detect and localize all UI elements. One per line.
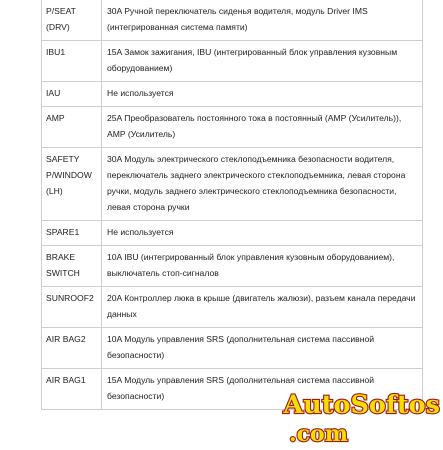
table-row bbox=[42, 246, 423, 287]
fuse-name: AIR BAG1 bbox=[42, 369, 102, 410]
watermark-line-2: .com bbox=[288, 421, 348, 447]
table-row bbox=[42, 148, 423, 221]
fuse-name: P/SEAT (DRV) bbox=[42, 0, 102, 41]
table-row bbox=[42, 328, 423, 369]
fuse-name: AIR BAG2 bbox=[42, 328, 102, 369]
table-row bbox=[42, 107, 423, 148]
fuse-name: BRAKE SWITCH bbox=[42, 246, 102, 287]
fuse-name: SAFETY P/WINDOW (LH) bbox=[42, 148, 102, 221]
fuse-table bbox=[41, 0, 423, 410]
table-row bbox=[42, 0, 423, 41]
fuse-name: AMP bbox=[42, 107, 102, 148]
fuse-description: 10A IBU (интегрированный блок управления кузовным оборудованием), выключатель стоп-сигналов bbox=[102, 246, 423, 287]
watermark-line-1: AutoSoftos bbox=[283, 390, 440, 420]
table-row bbox=[42, 369, 423, 410]
fuse-description: 20A Контроллер люка в крыше (двигатель жалюзи), разъем канала передачи данных bbox=[102, 287, 423, 328]
table-row bbox=[42, 82, 423, 107]
fuse-description: Не используется bbox=[102, 82, 423, 107]
fuse-description: 15A Замок зажигания, IBU (интегрированный блок управления кузовным оборудованием) bbox=[102, 41, 423, 82]
fuse-description: 30A Модуль электрического стеклоподъемника безопасности водителя, переключатель заднего электрического стеклоподъемника, левая сторона ручки, модуль заднего электрического стеклоподъемника безопасности, левая сторона ручки bbox=[102, 148, 423, 221]
fuse-description: 30A Ручной переключатель сиденья водителя, модуль Driver IMS (интегрированная система памяти) bbox=[102, 0, 423, 41]
fuse-description: 15A Модуль управления SRS (дополнительная система пассивной безопасности) bbox=[102, 369, 423, 410]
table-row bbox=[42, 41, 423, 82]
fuse-name: SUNROOF2 bbox=[42, 287, 102, 328]
table-row bbox=[42, 221, 423, 246]
fuse-description: 10A Модуль управления SRS (дополнительная система пассивной безопасности) bbox=[102, 328, 423, 369]
fuse-name: IBU1 bbox=[42, 41, 102, 82]
fuse-description: 25A Преобразователь постоянного тока в постоянный (AMP (Усилитель)), AMP (Усилитель) bbox=[102, 107, 423, 148]
fuse-description: Не используется bbox=[102, 221, 423, 246]
table-row bbox=[42, 287, 423, 328]
fuse-name: IAU bbox=[42, 82, 102, 107]
fuse-name: SPARE1 bbox=[42, 221, 102, 246]
